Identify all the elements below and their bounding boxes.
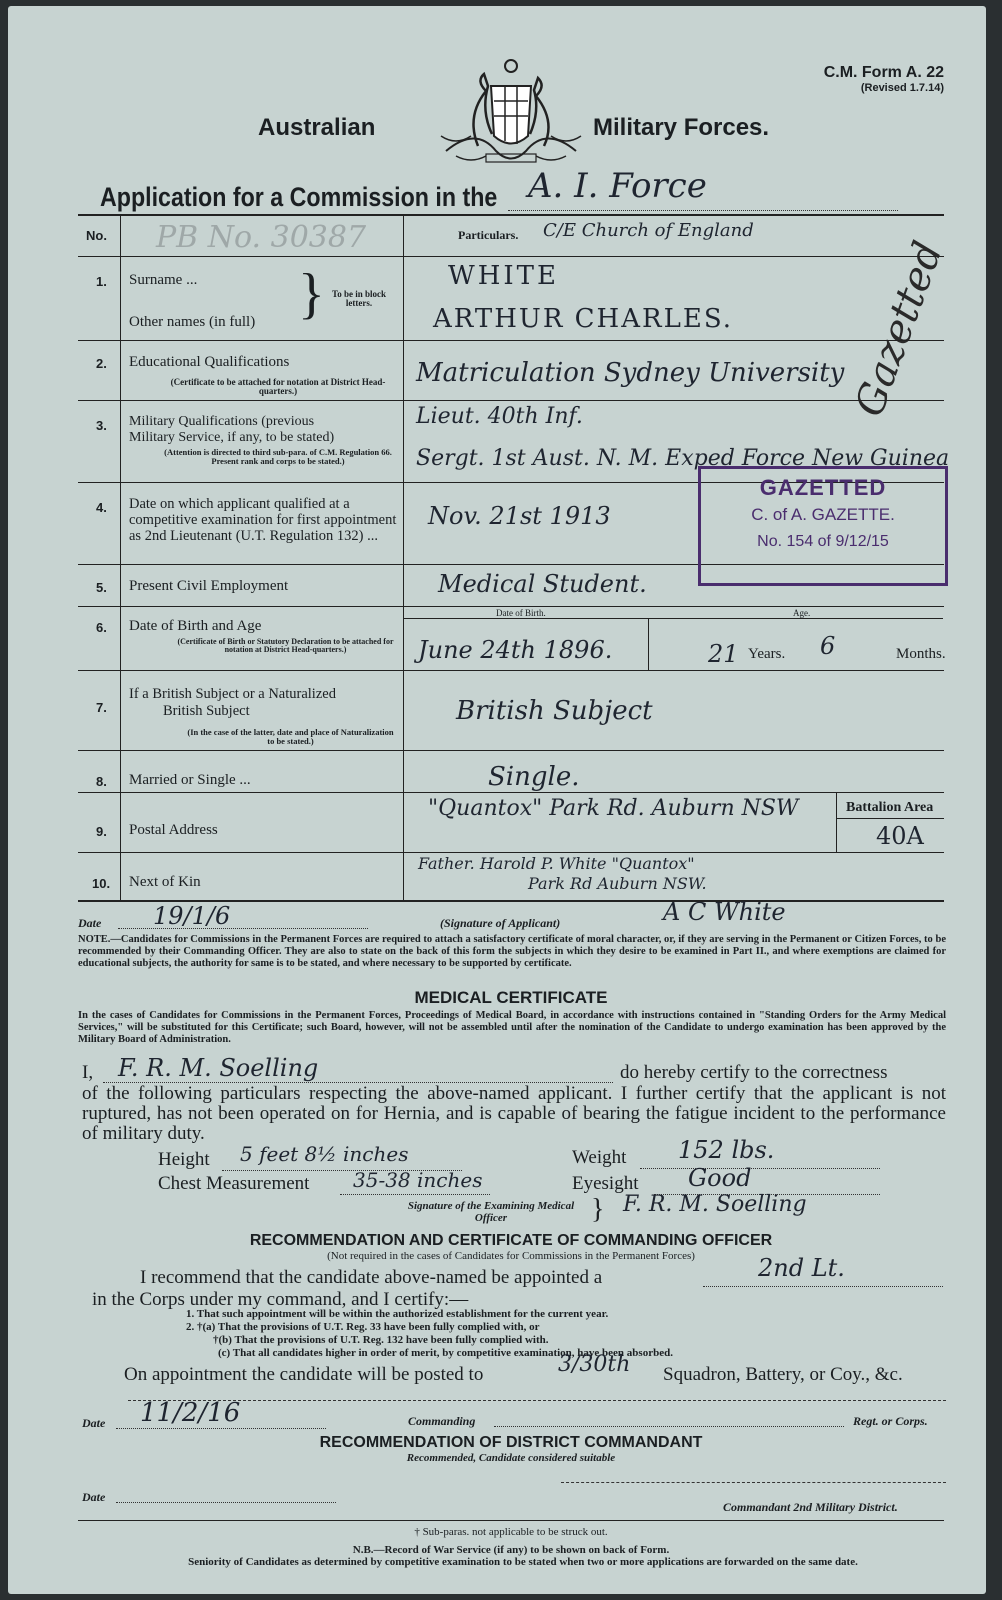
- co-date-line: [116, 1428, 326, 1429]
- age-header: Age.: [793, 608, 811, 618]
- row-rule: [78, 670, 944, 671]
- nationality-label-1: If a British Subject or a Naturalized: [129, 686, 336, 702]
- chest-line: [340, 1194, 490, 1195]
- other-names-value: ARTHUR CHARLES.: [433, 304, 733, 334]
- table-top-rule: [78, 214, 944, 216]
- co-item-2a: 2. †(a) That the provisions of U.T. Reg. 33 have been fully complied with, or: [186, 1321, 540, 1333]
- kin-value-2: Park Rd Auburn NSW.: [528, 874, 707, 893]
- header-australian: Australian: [258, 114, 376, 141]
- height-label: Height: [158, 1149, 210, 1170]
- examining-officer-label: Signature of the Examining Medical Officer: [407, 1200, 575, 1224]
- co-item-1: 1. That such appointment will be within the authorized establishment for the current year.: [186, 1308, 609, 1320]
- header-no: No.: [86, 228, 107, 243]
- dob-header: Date of Birth.: [496, 608, 546, 618]
- no-value: PB No. 30387: [156, 220, 367, 255]
- military-label-2: Military Service, if any, to be stated): [129, 430, 335, 445]
- row-number: 7.: [96, 700, 107, 715]
- col-rule-no: [120, 214, 121, 900]
- footer-rule: [78, 1520, 944, 1521]
- battalion-area-value: 40A: [876, 822, 924, 850]
- kin-value-1: Father. Harold P. White "Quantox": [418, 854, 695, 873]
- kin-label: Next of Kin: [129, 874, 201, 890]
- weight-value: 152 lbs.: [678, 1136, 775, 1164]
- col-rule-battalion: [836, 792, 837, 852]
- row-number: 8.: [96, 774, 107, 789]
- military-value-2: Sergt. 1st Aust. N. M. Exped Force New Guinea: [416, 446, 950, 471]
- stamp-gazette: C. of A. GAZETTE.: [751, 505, 895, 524]
- stamp-title: GAZETTED: [759, 475, 887, 500]
- row-number: 6.: [96, 620, 107, 635]
- marital-value: Single.: [488, 762, 580, 792]
- chest-value: 35-38 inches: [353, 1168, 483, 1192]
- military-note: (Attention is directed to third sub-para. of C.M. Regulation 66. Present rank and corps to be stated.): [164, 447, 392, 466]
- applicant-signature: A C White: [663, 898, 786, 926]
- education-label: Educational Qualifications: [129, 354, 290, 370]
- brace-icon: }: [298, 263, 325, 325]
- surname-value: WHITE: [448, 261, 559, 291]
- row-rule: [78, 606, 944, 607]
- row-rule: [78, 256, 944, 257]
- co-commanding-label: Commanding: [408, 1414, 476, 1428]
- district-commandant-label: Commandant 2nd Military District.: [723, 1500, 898, 1514]
- signature-brace: }: [591, 1194, 605, 1225]
- footer-strike-note: † Sub-paras. not applicable to be struck out.: [414, 1526, 608, 1538]
- age-years-value: 21: [708, 640, 739, 668]
- co-title: RECOMMENDATION AND CERTIFICATE OF COMMANDING OFFICER: [249, 1232, 773, 1249]
- row-rule: [78, 340, 944, 341]
- doctor-name-value: F. R. M. Soelling: [118, 1054, 319, 1082]
- dob-label: Date of Birth and Age: [129, 618, 262, 634]
- height-value: 5 feet 8½ inches: [240, 1142, 409, 1166]
- nationality-value: British Subject: [456, 696, 653, 726]
- footer-seniority: Seniority of Candidates as determined by competitive examination to be stated when two or more applications are forwarded on the same date.: [188, 1556, 858, 1568]
- age-months-value: 6: [820, 632, 836, 660]
- co-rank-value: 2nd Lt.: [758, 1254, 845, 1282]
- gazetted-stamp: [698, 466, 948, 586]
- battalion-rule: [836, 818, 944, 819]
- form-sheet: [8, 6, 986, 1594]
- nationality-label-2: British Subject: [163, 703, 250, 719]
- education-note: (Certificate to be attached for notation at District Head-quarters.): [170, 377, 386, 397]
- col-rule-age: [648, 618, 649, 670]
- header-military-forces: Military Forces.: [593, 114, 770, 141]
- dob-note: (Certificate of Birth or Statutory Declaration to be attached for notation at District Head-quarters.): [177, 637, 394, 655]
- co-unit-value: 3/30th: [558, 1352, 631, 1377]
- row-rule: [78, 792, 944, 793]
- district-date-label: Date: [82, 1490, 106, 1504]
- employment-value: Medical Student.: [438, 570, 647, 598]
- stamp-number: No. 154 of 9/12/15: [757, 533, 889, 550]
- dob-value: June 24th 1896.: [418, 636, 613, 664]
- form-code: C.M. Form A. 22: [823, 64, 944, 81]
- eyesight-label: Eyesight: [572, 1173, 639, 1194]
- co-subtitle: (Not required in the cases of Candidates for Commissions in the Permanent Forces): [327, 1250, 695, 1262]
- co-rank-line: [703, 1286, 943, 1287]
- co-item-2c: (c) That all candidates higher in order of merit, by competitive examination, have been absorbed.: [218, 1347, 673, 1359]
- military-label-1: Military Qualifications (previous: [129, 414, 315, 429]
- form-revised: (Revised 1.7.14): [860, 82, 944, 94]
- row-number: 10.: [92, 876, 111, 891]
- form-reference: [824, 64, 944, 94]
- medical-certify-text: of the following particulars respecting the above-named applicant. I further certify that the applicant is not ruptured, has not been operated on for Hernia, and is capable of bearing the fatigue incident to the performance of military duty.: [82, 1083, 946, 1144]
- eyesight-value: Good: [688, 1164, 752, 1192]
- co-dashed-line: [128, 1400, 946, 1401]
- header-particulars: Particulars.: [458, 228, 519, 242]
- co-recommend-line: I recommend that the candidate above-named be appointed a: [140, 1267, 603, 1288]
- force-dotted-line: [508, 210, 898, 211]
- medical-i: I,: [82, 1062, 94, 1083]
- force-value: A. I. Force: [528, 166, 707, 206]
- co-date-label: Date: [82, 1416, 106, 1430]
- district-dashed-line: [561, 1482, 946, 1483]
- co-commanding-line: [494, 1426, 844, 1427]
- margin-gazetted-note: Gazetted: [846, 235, 952, 423]
- weight-line: [640, 1168, 880, 1169]
- row-number: 2.: [96, 356, 107, 371]
- chest-label: Chest Measurement: [158, 1173, 310, 1194]
- employment-label: Present Civil Employment: [129, 578, 289, 594]
- education-value: Matriculation Sydney University: [416, 358, 845, 388]
- years-label: Years.: [748, 646, 786, 662]
- row-number: 5.: [96, 580, 107, 595]
- row-rule: [78, 852, 944, 853]
- row-rule: [78, 400, 944, 401]
- co-posted-suffix: Squadron, Battery, or Coy., &c.: [663, 1364, 903, 1385]
- co-item-2b: †(b) That the provisions of U.T. Reg. 132 have been fully complied with.: [213, 1334, 549, 1346]
- col-rule-particulars: [403, 214, 404, 900]
- block-letters-note: To be in block letters.: [332, 289, 386, 309]
- co-certify-line: in the Corps under my command, and I certify:—: [92, 1289, 469, 1310]
- row-number: 1.: [96, 274, 107, 289]
- coat-of-arms-crest: [436, 56, 586, 171]
- district-subtitle: Recommended, Candidate considered suitable: [406, 1452, 616, 1464]
- months-label: Months.: [896, 646, 946, 662]
- medical-intro: In the cases of Candidates for Commissions in the Permanent Forces, Proceedings of Medical Board, in accordance with instructions contained in "Standing Orders for the Army Medical Services," will be substituted for this Certificate; such Board, however, will not be assembled until after the nomination of the Candidate to undergo examination has been approved by the Military Board of Administration.: [78, 1010, 946, 1046]
- medical-certify-line: do hereby certify to the correctness: [620, 1062, 888, 1083]
- co-posted-line: On appointment the candidate will be posted to: [124, 1364, 484, 1385]
- note-paragraph: NOTE.—Candidates for Commissions in the Permanent Forces are required to attach a satisfactory certificate of moral character, or, if they are serving in the Permanent or Citizen Forces, to be recommended by their Commanding Officer. They are also to state on the back of this form the subjects in which they desire to be examined in Part II., and where exemptions are claimed for educational subjects, the authority for same is to be stated, and where necessary to be supported by certificate.: [78, 934, 946, 970]
- row-number: 4.: [96, 500, 107, 515]
- weight-label: Weight: [572, 1147, 627, 1168]
- marital-label: Married or Single ...: [129, 772, 251, 788]
- other-names-label: Other names (in full): [129, 314, 256, 330]
- row-number: 9.: [96, 824, 107, 839]
- co-regt-label: Regt. or Corps.: [853, 1414, 928, 1428]
- applicant-signature-label: (Signature of Applicant): [440, 916, 561, 930]
- district-title: RECOMMENDATION OF DISTRICT COMMANDANT: [319, 1434, 703, 1451]
- surname-label: Surname ...: [129, 272, 198, 288]
- application-title: Application for a Commission in the: [100, 182, 498, 212]
- examining-officer-signature: F. R. M. Soelling: [623, 1192, 807, 1217]
- address-label: Postal Address: [129, 822, 218, 838]
- qualified-date-value: Nov. 21st 1913: [428, 502, 611, 530]
- co-date-value: 11/2/16: [140, 1398, 241, 1428]
- military-value-1: Lieut. 40th Inf.: [416, 404, 583, 429]
- applicant-date-value: 19/1/6: [153, 902, 231, 930]
- battalion-area-header: Battalion Area: [846, 800, 934, 815]
- footer-war-service: N.B.—Record of War Service (if any) to be shown on back of Form.: [352, 1544, 670, 1556]
- dob-subheader-rule: [403, 618, 943, 619]
- row-number: 3.: [96, 418, 107, 433]
- district-date-line: [116, 1502, 336, 1503]
- nationality-note: (In the case of the latter, date and place of Naturalization to be stated.): [187, 727, 394, 746]
- applicant-date-label: Date: [78, 916, 102, 930]
- particulars-value: C/E Church of England: [543, 220, 754, 241]
- row-rule: [78, 750, 944, 751]
- qualified-date-label: Date on which applicant qualified at a competitive examination for first appointment as 2nd Lieutenant (U.T. Regulation 132) ...: [129, 496, 397, 544]
- address-value: "Quantox" Park Rd. Auburn NSW: [428, 796, 799, 821]
- medical-title: MEDICAL CERTIFICATE: [414, 988, 608, 1007]
